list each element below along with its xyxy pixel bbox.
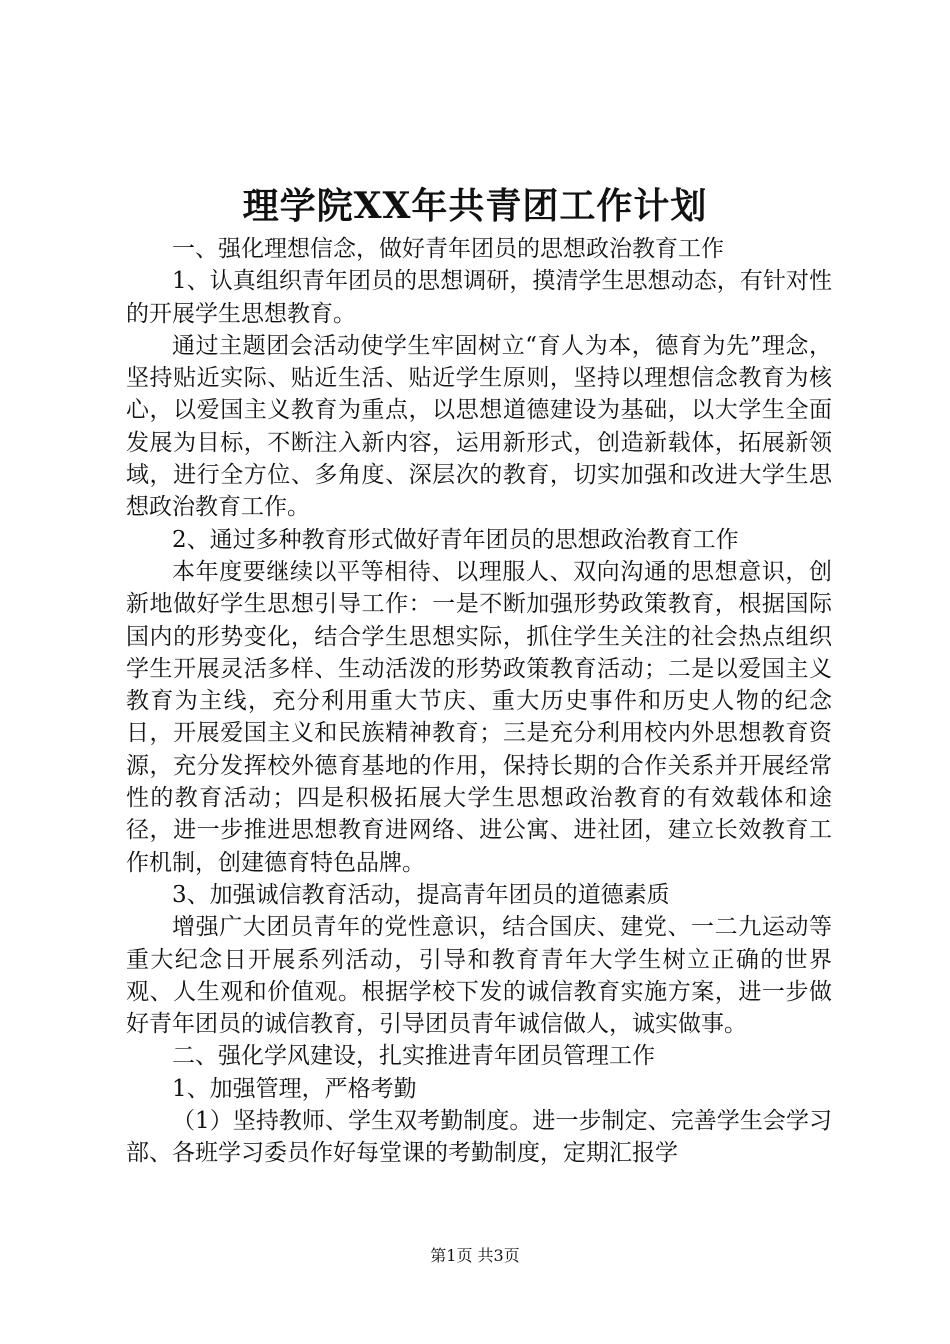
paragraph: 1、加强管理，严格考勤 (172, 1075, 417, 1102)
paragraph: 1、认真组织青年团员的思想调研，摸清学生思想动态，有针对性的开展学生思想教育。 (126, 268, 832, 327)
paragraph: 3、加强诚信教育活动，提高青年团员的道德素质 (172, 881, 670, 908)
paragraph: 二、强化学风建设，扎实推进青年团员管理工作 (172, 1043, 655, 1070)
document-title: 理学院XX年共青团工作计划 (242, 185, 708, 227)
paragraph: 本年度要继续以平等相待、以理服人、双向沟通的思想意识，创新地做好学生思想引导工作：一是不断加强形势政策教育，根据国际国内的形势变化，结合学生思想实际，抓住学生关注的社会热点组织学生开展灵活多样、生动活泼的形势政策教育活动；二是以爱国主义教育为主线，充分利用重大节庆、重大历史事件和历史人物的纪念日，开展爱国主义和民族精神教育；三是充分利用校内外思想教育资源，充分发挥校外德育基地的作用，保持长期的合作关系并开展经常性的教育活动；四是积极拓展大学生思想政治教育的有效载体和途径，进一步推进思想教育进网络、进公寓、进社团，建立长效教育工作机制，创建德育特色品牌。 (126, 558, 832, 876)
document-body (126, 233, 832, 1170)
paragraph: 通过主题团会活动使学生牢固树立“育人为本，德育为先”理念，坚持贴近实际、贴近生活、贴近学生原则，坚持以理想信念教育为核心，以爱国主义教育为重点，以思想道德建设为基础，以大学生全面发展为目标，不断注入新内容，运用新形式，创造新载体，拓展新领域，进行全方位、多角度、深层次的教育，切实加强和改进大学生思想政治教育工作。 (126, 332, 832, 521)
paragraph: 2、通过多种教育形式做好青年团员的思想政治教育工作 (172, 526, 739, 553)
paragraph: 增强广大团员青年的党性意识，结合国庆、建党、一二九运动等重大纪念日开展系列活动，引导和教育青年大学生树立正确的世界观、人生观和价值观。根据学校下发的诚信教育实施方案，进一步做好青年团员的诚信教育，引导团员青年诚信做人，诚实做事。 (126, 914, 832, 1038)
paragraph: 一、强化理想信念，做好青年团员的思想政治教育工作 (172, 236, 724, 262)
paragraph: （1）坚持教师、学生双考勤制度。进一步制定、完善学生会学习部、各班学习委员作好每堂课的考勤制度，定期汇报学 (126, 1108, 832, 1167)
page-footer: 第1页 共3页 (430, 1246, 520, 1265)
